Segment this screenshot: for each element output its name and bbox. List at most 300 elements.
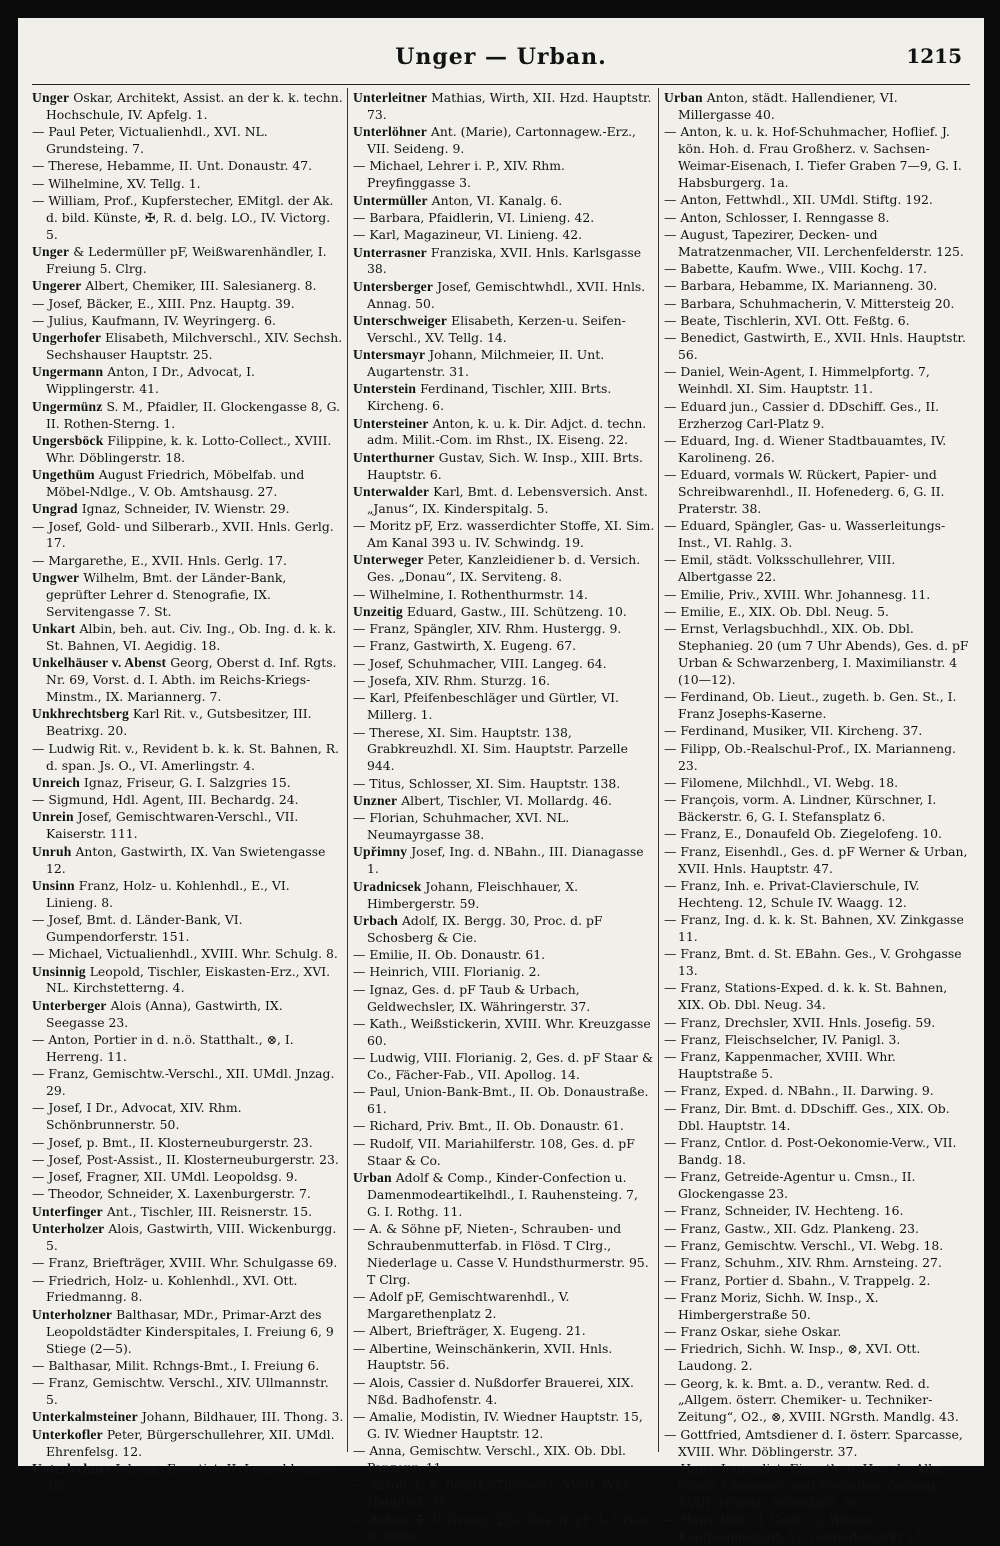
directory-entry (353, 604, 655, 621)
directory-entry (664, 775, 970, 792)
entry-text: — Ludwig, VIII. Florianig. 2, Ges. d. pF Staar & Co., Fächer-Fab., VII. Apollog. 14. (353, 1050, 654, 1082)
entry-text: — Albertine, Weinschänkerin, XVII. Hnls. Hauptstr. 56. (353, 1340, 613, 1373)
directory-entry (353, 193, 655, 210)
entry-text: — Emilie, II. Ob. Donaustr. 61. (353, 947, 546, 963)
directory-entry (32, 296, 344, 313)
directory-entry (32, 1032, 344, 1066)
directory-entry (32, 878, 344, 912)
directory-entry (353, 1170, 655, 1221)
entry-text: Albert, Tischler, VI. Mollardg. 46. (397, 792, 612, 808)
entry-text: Anton, Gastwirth, IX. Van Swietengasse 12. (46, 843, 326, 876)
entry-text: — Ferdinand, Musiker, VII. Kircheng. 37. (664, 723, 923, 739)
entry-surname: Unterholzer (32, 1221, 105, 1237)
entry-text: — Margarethe, E., XVII. Hnls. Gerlg. 17. (32, 552, 287, 568)
directory-entry (353, 124, 655, 158)
directory-entry (353, 484, 655, 518)
entry-text: Ant., Tischler, III. Reisnerstr. 15. (102, 1203, 313, 1219)
directory-entry (353, 1118, 655, 1135)
entry-text: August Friedrich, Möbelfab. und Möbel-Ndlge., V. Ob. Amtshausg. 27. (46, 467, 305, 499)
directory-entry (664, 518, 970, 552)
entry-text: — Titus, Schlosser, XI. Sim. Hauptstr. 138. (353, 775, 621, 791)
entry-text: Anton, städt. Hallendiener, VI. Millergasse 40. (678, 90, 898, 122)
entry-text: — Franz, Getreide-Agentur u. Cmsn., II. Glockengasse 23. (664, 1169, 916, 1202)
directory-entry (664, 192, 970, 209)
entry-surname: Ungersböck (32, 432, 104, 448)
entry-text: — Georg, k. k. Bmt. a. D., verantw. Red. d. „Allgem. österr. Chemiker- u. Techniker-Zeitung“, O2., ⊗, XVIII. NGrsth. Mandlg. 43. (664, 1375, 959, 1425)
entry-surname: Unsinnig (32, 963, 86, 979)
entry-text: — Franz, Gemischtw. Verschl., XIV. Ullmannstr. 5. (32, 1375, 329, 1408)
entry-surname: Urban (664, 90, 703, 105)
entry-text: Balthasar, MDr., Primar-Arzt des Leopoldstädter Kinderspitales, I. Freiung 6, 9 Stiege (2—5). (46, 1306, 334, 1356)
directory-entry (664, 278, 970, 295)
directory-entry (664, 741, 970, 775)
entry-text: — Franz Moriz, Sichh. W. Insp., X. Himbergerstraße 50. (664, 1289, 879, 1322)
directory-entry (664, 1461, 970, 1512)
entry-text: — Eduard, Spängler, Gas- u. Wasserleitungs-Inst., VI. Rahlg. 3. (664, 518, 946, 551)
directory-entry (353, 947, 655, 964)
entry-text: Johann, Econtist, II. Leopoldsgasse 26. (46, 1460, 337, 1493)
entry-text: Johann, Bildhauer, III. Thong. 3. (137, 1409, 344, 1425)
entry-text: Franz, Holz- u. Kohlenhdl., E., VI. Linieng. 8. (46, 877, 290, 910)
directory-entry (353, 982, 655, 1016)
entry-surname: Unsinn (32, 877, 75, 893)
directory-entry (353, 1050, 655, 1084)
entry-surname: Untersmayr (353, 347, 426, 363)
directory-entry (664, 878, 970, 912)
directory-entry (353, 245, 655, 279)
directory-entry (32, 278, 344, 295)
directory-entry (32, 90, 344, 124)
directory-entry (664, 210, 970, 227)
running-title: Unger — Urban. (395, 44, 607, 70)
entry-surname: Unterlöhner (353, 124, 427, 140)
entry-text: Filippine, k. k. Lotto-Collect., XVIII. Whr. Döblingerstr. 18. (46, 432, 332, 465)
directory-entry (664, 1341, 970, 1375)
directory-entry (32, 1409, 344, 1426)
directory-entry (32, 519, 344, 553)
entry-text: — Franz, Bmt. d. St. EBahn. Ges., V. Grohgasse 13. (664, 946, 962, 979)
entry-text: — Ignaz, Ges. d. pF Taub & Urbach, Geldwechsler, IX. Währingerstr. 37. (353, 981, 591, 1014)
entry-text: Leopold, Tischler, Eiskasten-Erz., XVI. NL. Kirchstetterng. 4. (46, 963, 331, 996)
entry-text: — Franz, Cntlor. d. Post-Oekonomie-Verw., VII. Bandg. 18. (664, 1134, 957, 1167)
entry-surname: Unzner (353, 792, 398, 808)
column-divider (347, 88, 348, 1452)
entry-text: — Filomene, Milchhdl., VI. Webg. 18. (664, 774, 899, 790)
directory-entry (32, 364, 344, 398)
directory-entry (664, 1376, 970, 1427)
entry-text: — Franz, E., Donaufeld Ob. Ziegelofeng. 10. (664, 826, 942, 842)
entry-text: — A. & Söhne pF, Nieten-, Schrauben- und Schraubenmutterfab. in Flösd. T Clrg., Niederlage u. Casse V. Hundsthurmerstr. 95. T Clrg. (353, 1221, 649, 1287)
entry-text: — Hans, Bmt. d. Grem. d. Wiener Kaufmannschaft, VI. Getreidemarkt 15. (664, 1511, 927, 1544)
entry-text: Anton, k. u. k. Dir. Adjct. d. techn. adm. Milit.-Com. im Rhst., IX. Eiseng. 22. (367, 415, 647, 448)
entry-text: — Josef, Bmt. d. Länder-Bank, VI. Gumpendorferstr. 151. (32, 912, 243, 944)
entry-text: — Alois, Cassier d. Nußdorfer Brauerei, XIX. Nßd. Badhofenstr. 4. (353, 1374, 634, 1407)
entry-surname: Unterkalmsteiner (32, 1409, 138, 1425)
entry-text: Mathias, Wirth, XII. Hzd. Hauptstr. 73. (367, 90, 652, 122)
directory-entry (32, 553, 344, 570)
directory-entry (664, 1238, 970, 1255)
entry-text: — Michael, Lehrer i. P., XIV. Rhm. Preyfinggasse 3. (353, 158, 565, 191)
entry-text: — Emilie, E., XIX. Ob. Dbl. Neug. 5. (664, 603, 889, 619)
entry-text: Elisabeth, Kerzen-u. Seifen-Verschl., XV. Tellg. 14. (367, 312, 626, 345)
entry-text: Elisabeth, Milchverschl., XIV. Sechsh. Sechshauser Hauptstr. 25. (46, 330, 343, 363)
entry-text: — Franz, Briefträger, XVIII. Whr. Schulgasse 69. (32, 1255, 338, 1271)
entry-text: — Barbara, Pfaidlerin, VI. Linieng. 42. (353, 209, 595, 225)
entry-text: Ignaz, Schneider, IV. Wienstr. 29. (77, 501, 290, 517)
directory-entry (664, 433, 970, 467)
directory-entry (32, 706, 344, 740)
entry-text: — Franz, Gemischtw. Verschl., VI. Webg. 18. (664, 1237, 944, 1253)
directory-entry (664, 1032, 970, 1049)
directory-entry (664, 792, 970, 826)
directory-entry (664, 1255, 970, 1272)
directory-entry (353, 1323, 655, 1340)
entry-text: — Anton, ✠, V. Griesg. 23a, Ges. d. pF A. Urban & Söhne. (353, 1511, 653, 1544)
directory-entry (32, 1427, 344, 1461)
entry-text: — Franz, Kappenmacher, XVIII. Whr. Hauptstraße 5. (664, 1049, 896, 1082)
entry-text: — Friedrich, Holz- u. Kohlenhdl., XVI. Ott. Friedmanng. 8. (32, 1272, 298, 1305)
entry-surname: Unterholzner (32, 1306, 113, 1322)
entry-text: — Eduard, vormals W. Rückert, Papier- und Schreibwarenhdl., II. Hofenederg. 6, G. II. Praterstr. 38. (664, 467, 945, 516)
entry-text: — Theodor, Schneider, X. Laxenburgerstr. 7. (32, 1186, 311, 1202)
entry-text: — Kath., Weißstickerin, XVIII. Whr. Kreuzgasse 60. (353, 1015, 651, 1048)
entry-text: — Josef, Bäcker, E., XIII. Pnz. Hauptg. 39. (32, 295, 295, 311)
entry-text: — Anton, Portier in d. n.ö. Statthalt., ⊗, I. Herreng. 11. (32, 1031, 294, 1064)
directory-entry (32, 1273, 344, 1307)
directory-entry (32, 1358, 344, 1375)
directory-entry (664, 1135, 970, 1169)
directory-entry (32, 467, 344, 501)
entry-text: — Julius, Kaufmann, IV. Weyringerg. 6. (32, 312, 276, 328)
entry-text: S. M., Pfaidler, II. Glockengasse 8, G. II. Rothen-Sterng. 1. (46, 398, 341, 431)
directory-entry (664, 1290, 970, 1324)
entry-text: Johann, Milchmeier, II. Unt. Augartenstr. 31. (367, 347, 605, 380)
entry-text: Alois, Gastwirth, VIII. Wickenburgg. 5. (46, 1221, 337, 1253)
directory-entry (32, 1186, 344, 1203)
directory-entry (32, 621, 344, 655)
directory-entry (664, 1049, 970, 1083)
directory-entry (664, 1512, 970, 1546)
entry-text: — Anton, k. u. k. Hof-Schuhmacher, Hoflief. J. kön. Hoh. d. Frau Großherz. v. Sachsen-Weimar-Eisenach, I. Tiefer Graben 7—9, G. I. Habsburgerg. 1a. (664, 124, 962, 190)
entry-surname: Ungermünz (32, 398, 103, 414)
directory-entry (664, 1221, 970, 1238)
entry-text: — Franz, Eisenhdl., Ges. d. pF Werner & Urban, XVII. Hnls. Hauptstr. 47. (664, 843, 968, 876)
directory-entry (32, 998, 344, 1032)
column-divider (658, 88, 659, 1452)
directory-entry (664, 1169, 970, 1203)
entry-text: — Emilie, Priv., XVIII. Whr. Johannesg. 11. (664, 586, 931, 602)
entry-surname: Unterwalder (353, 483, 430, 499)
entry-surname: Urban (353, 1169, 392, 1185)
entry-surname: Unreich (32, 774, 80, 790)
directory-entry (32, 313, 344, 330)
entry-text: — Franz, Exped. d. NBahn., II. Darwing. 9. (664, 1083, 934, 1099)
directory-entry (353, 279, 655, 313)
entry-text: — Adolf pF, Gemischtwarenhdl., V. Margarethenplatz 2. (353, 1289, 570, 1321)
directory-entry (32, 501, 344, 518)
entry-text: — Josef, Schuhmacher, VIII. Langeg. 64. (353, 655, 607, 671)
directory-entry (353, 381, 655, 415)
directory-entry (32, 809, 344, 843)
entry-text: — François, vorm. A. Lindner, Kürschner, I. Bäckerstr. 6, G. I. Stefansplatz 6. (664, 792, 937, 825)
directory-entry (32, 433, 344, 467)
directory-entry (353, 656, 655, 673)
entry-text: Johann, Fleischhauer, X. Himbergerstr. 59. (367, 878, 579, 911)
directory-entry (353, 638, 655, 655)
entry-text: — Paul Peter, Victualienhdl., XVI. NL. Grundsteing. 7. (32, 124, 268, 157)
directory-entry (353, 913, 655, 947)
entry-text: — Richard, Priv. Bmt., II. Ob. Donaustr. 61. (353, 1118, 624, 1134)
entry-text: — Josef, Fragner, XII. UMdl. Leopoldsg. 9. (32, 1169, 298, 1185)
entry-text: — Moritz pF, Erz. wasserdichter Stoffe, XI. Sim. Am Kanal 393 u. IV. Schwindg. 19. (353, 518, 655, 551)
entry-text: — Franz, Portier d. Sbahn., V. Trappelg. 2. (664, 1272, 931, 1288)
directory-entry (353, 1341, 655, 1375)
directory-entry (353, 450, 655, 484)
directory-entry (32, 946, 344, 963)
directory-entry (664, 90, 970, 124)
entry-text: — Josef, Gold- und Silberarb., XVII. Hnls. Gerlg. 17. (32, 518, 334, 551)
directory-entry (353, 1409, 655, 1443)
directory-entry (353, 227, 655, 244)
directory-entry (664, 604, 970, 621)
directory-entry (353, 1016, 655, 1050)
directory-entry (32, 176, 344, 193)
directory-entry (353, 776, 655, 793)
entry-surname: Unger (32, 244, 70, 260)
entry-text: Adolf & Comp., Kinder-Confection u. Damenmodeartikelhdl., I. Rauhensteing. 7, G. I. Rothg. 11. (367, 1169, 638, 1219)
directory-entry (32, 399, 344, 433)
directory-entry (353, 844, 655, 878)
directory-entry (664, 124, 970, 192)
entry-text: — Filipp, Ob.-Realschul-Prof., IX. Marianneng. 23. (664, 740, 956, 773)
entry-text: Gustav, Sich. W. Insp., XIII. Brts. Hauptstr. 6. (367, 449, 643, 482)
entry-text: — Friedrich, Sichh. W. Insp., ⊗, XVI. Ott. Laudong. 2. (664, 1341, 921, 1374)
entry-text: — Franz, Spängler, XIV. Rhm. Hustergg. 9. (353, 621, 622, 637)
directory-entry (353, 587, 655, 604)
entry-text: — Therese, XI. Sim. Hauptstr. 138, Grabkreuzhdl. XI. Sim. Hauptstr. Parzelle 944. (353, 724, 628, 774)
entry-text: Adolf, IX. Bergg. 30, Proc. d. pF Schosberg & Cie. (367, 912, 603, 945)
entry-text: — Franz, Inh. e. Privat-Clavierschule, IV. Hechteng. 12, Schule IV. Waagg. 12. (664, 877, 920, 910)
directory-entry (32, 1221, 344, 1255)
entry-text: Josef, Gemischtwhdl., XVII. Hnls. Annag. 50. (367, 278, 646, 311)
directory-entry (353, 1512, 655, 1546)
entry-text: — Franz, Gastw., XII. Gdz. Plankeng. 23. (664, 1220, 919, 1236)
directory-entry (353, 1084, 655, 1118)
entry-text: — Gottfried, Amtsdiener d. I. österr. Sparcasse, XVIII. Whr. Döblingerstr. 37. (664, 1426, 963, 1459)
entry-surname: Unkelhäuser v. Abenst (32, 655, 167, 671)
entry-text: — Franz, Stations-Exped. d. k. k. St. Bahnen, XIX. Ob. Dbl. Neug. 34. (664, 980, 948, 1013)
entry-text: — Anton, k. k. Bezirks-Thierarzt, XVIII. Whr. Hauptstr. 37. (353, 1477, 632, 1510)
entry-surname: Unkart (32, 621, 76, 637)
entry-text: Karl, Bmt. d. Lebensversich. Anst. „Janus“, IX. Kinderspitalg. 5. (367, 483, 648, 516)
entry-text: — Franz, Gastwirth, X. Eugeng. 67. (353, 638, 577, 654)
directory-entry (32, 330, 344, 364)
entry-surname: Uradnicsek (353, 878, 422, 894)
entry-surname: Ungermann (32, 364, 104, 380)
entry-text: — Sigmund, Hdl. Agent, III. Bechardg. 24. (32, 792, 299, 808)
directory-entry (353, 810, 655, 844)
directory-entry (32, 124, 344, 158)
directory-entry (353, 621, 655, 638)
entry-text: — Eduard, Ing. d. Wiener Stadtbauamtes, IV. Karolineng. 26. (664, 432, 947, 465)
entry-text: — Heinrich, VIII. Florianig. 2. (353, 964, 541, 980)
directory-entry (32, 775, 344, 792)
directory-entry (32, 1169, 344, 1186)
directory-entry (32, 1307, 344, 1358)
entry-surname: Upřimny (353, 844, 408, 860)
entry-surname: Unkhrechtsberg (32, 706, 129, 722)
directory-entry (664, 723, 970, 740)
entry-text: — Josef, p. Bmt., II. Klosterneuburgerstr. 23. (32, 1134, 313, 1150)
entry-text: — Ludwig Rit. v., Revident b. k. k. St. Bahnen, R. d. span. Js. O., VI. Amerlingstr. 4. (32, 740, 340, 773)
directory-entry (664, 1324, 970, 1341)
entry-text: — Emil, städt. Volksschullehrer, VIII. Albertgasse 22. (664, 552, 896, 585)
entry-surname: Untermüller (353, 192, 428, 208)
directory-entry (664, 552, 970, 586)
directory-entry (32, 570, 344, 621)
directory-entry (353, 90, 655, 124)
directory-entry (32, 1375, 344, 1409)
directory-entry (32, 1100, 344, 1134)
entry-text: — Florian, Schuhmacher, XVI. NL. Neumayrgasse 38. (353, 810, 570, 843)
directory-entry (353, 1221, 655, 1289)
column-2 (353, 90, 655, 1544)
directory-entry (353, 793, 655, 810)
directory-entry (353, 673, 655, 690)
entry-text: Georg, Oberst d. Inf. Rgts. Nr. 69, Vorst. d. I. Abth. im Reichs-Kriegs-Minstm., IX. Mariannerg. 7. (46, 655, 337, 705)
entry-surname: Unterlechner (32, 1460, 112, 1476)
entry-surname: Unterstein (353, 381, 417, 397)
directory-entry (32, 244, 344, 278)
entry-text: — Franz Oskar, siehe Oskar. (664, 1324, 842, 1340)
column-1 (32, 90, 344, 1493)
directory-entry (353, 725, 655, 776)
directory-entry (32, 741, 344, 775)
directory-entry (32, 655, 344, 706)
entry-text: — Franz, Dir. Bmt. d. DDschiff. Ges., XIX. Ob. Dbl. Hauptstr. 14. (664, 1100, 950, 1133)
entry-text: Peter, Kanzleidiener b. d. Versich. Ges. „Donau“, IX. Serviteng. 8. (367, 552, 641, 585)
entry-text: — Daniel, Wein-Agent, I. Himmelpfortg. 7, Weinhdl. XI. Sim. Hauptstr. 11. (664, 364, 930, 397)
directory-entry (32, 1135, 344, 1152)
directory-entry (664, 1273, 970, 1290)
directory-entry (32, 1066, 344, 1100)
entry-text: — Franz, Schuhm., XIV. Rhm. Arnsteing. 27. (664, 1255, 942, 1271)
entry-text: — Beate, Tischlerin, XVI. Ott. Feßtg. 6. (664, 312, 910, 328)
entry-surname: Unterkofler (32, 1426, 103, 1442)
directory-entry (664, 980, 970, 1014)
entry-text: Anton, VI. Kanalg. 6. (427, 192, 563, 208)
entry-text: Ant. (Marie), Cartonnagew.-Erz., VII. Seideng. 9. (367, 124, 636, 157)
entry-text: — August, Tapezirer, Decken- und Matratzenmacher, VII. Lerchenfelderstr. 125. (664, 226, 964, 259)
directory-entry (664, 1101, 970, 1135)
directory-entry (664, 1203, 970, 1220)
directory-entry (353, 879, 655, 913)
directory-entry (664, 467, 970, 518)
directory-entry (664, 399, 970, 433)
directory-entry (664, 296, 970, 313)
directory-entry (353, 1443, 655, 1477)
directory-entry (353, 1289, 655, 1323)
entry-text: — Balthasar, Milit. Rchngs-Bmt., I. Freiung 6. (32, 1357, 320, 1373)
directory-entry (353, 552, 655, 586)
entry-surname: Ungwer (32, 570, 80, 586)
directory-entry (664, 1427, 970, 1461)
directory-entry (353, 1477, 655, 1511)
directory-page (18, 18, 984, 1544)
entry-text: — Franz, Fleischselcher, IV. Panigl. 3. (664, 1031, 901, 1047)
directory-entry (32, 912, 344, 946)
directory-entry (664, 912, 970, 946)
entry-surname: Unterschweiger (353, 312, 448, 328)
entry-text: — Benedict, Gastwirth, E., XVII. Hnls. Hauptstr. 56. (664, 330, 966, 363)
entry-text: — Barbara, Hebamme, IX. Marianneng. 30. (664, 278, 938, 294)
directory-entry (353, 1136, 655, 1170)
entry-text: — Michael, Victualienhdl., XVIII. Whr. Schulg. 8. (32, 946, 338, 962)
entry-text: — Franz, Schneider, IV. Hechteng. 16. (664, 1203, 904, 1219)
entry-surname: Unterweger (353, 552, 424, 568)
entry-text: — Wilhelmine, XV. Tellg. 1. (32, 175, 201, 191)
entry-text: Wilhelm, Bmt. der Länder-Bank, geprüfter Lehrer d. Stenografie, IX. Servitengasse 7. St. (46, 570, 287, 619)
entry-text: — Josef, I Dr., Advocat, XIV. Rhm. Schönbrunnerstr. 50. (32, 1100, 242, 1133)
header-rule (32, 84, 970, 85)
directory-entry (664, 364, 970, 398)
entry-surname: Unzeitig (353, 603, 403, 619)
entry-text: Alois (Anna), Gastwirth, IX. Seegasse 23. (46, 997, 283, 1030)
directory-entry (664, 844, 970, 878)
entry-text: — William, Prof., Kupferstecher, EMitgl. der Ak. d. bild. Künste, ✠, R. d. belg. LO., IV. Victorg. 5. (32, 193, 334, 242)
entry-text: Peter, Bürgerschullehrer, XII. UMdl. Ehrenfelsg. 12. (46, 1426, 335, 1459)
directory-entry (353, 1375, 655, 1409)
directory-entry (664, 1015, 970, 1032)
directory-entry (664, 621, 970, 689)
directory-entry (664, 261, 970, 278)
entry-surname: Untersberger (353, 278, 434, 294)
entry-text: — Karl, Pfeifenbeschläger und Gürtler, VI. Millerg. 1. (353, 690, 619, 723)
entry-text: — Wilhelmine, I. Rothenthurmstr. 14. (353, 586, 588, 602)
directory-entry (664, 587, 970, 604)
directory-entry (353, 518, 655, 552)
entry-text: Karl Rit. v., Gutsbesitzer, III. Beatrixg. 20. (46, 706, 312, 739)
entry-text: — Ferdinand, Ob. Lieut., zugeth. b. Gen. St., I. Franz Josephs-Kaserne. (664, 689, 957, 722)
directory-entry (664, 330, 970, 364)
entry-surname: Ungethüm (32, 467, 95, 483)
directory-entry (664, 689, 970, 723)
entry-text: Albert, Chemiker, III. Salesianerg. 8. (81, 278, 317, 294)
directory-entry (664, 1083, 970, 1100)
directory-entry (32, 792, 344, 809)
entry-text: Franziska, XVII. Hnls. Karlsgasse 38. (367, 244, 642, 277)
entry-surname: Unterfinger (32, 1203, 103, 1219)
entry-text: Oskar, Architekt, Assist. an der k. k. techn. Hochschule, IV. Apfelg. 1. (46, 90, 343, 122)
entry-text: — Rudolf, VII. Mariahilferstr. 108, Ges. d. pF Staar & Co. (353, 1135, 635, 1168)
directory-entry (353, 313, 655, 347)
page-header (18, 44, 984, 84)
entry-text: — Franz, Ing. d. k. k. St. Bahnen, XV. Zinkgasse 11. (664, 912, 964, 944)
directory-entry (353, 158, 655, 192)
directory-entry (353, 964, 655, 981)
entry-text: — Franz, Drechsler, XVII. Hnls. Josefig. 59. (664, 1014, 936, 1030)
entry-text: — Josef, Post-Assist., II. Klosterneuburgerstr. 23. (32, 1151, 339, 1167)
directory-entry (32, 1152, 344, 1169)
page-number: 1215 (906, 44, 962, 68)
entry-text: — Hans, Journalist, Eigenth. u. Her. d. „Allg. österr. Chemiker- und Techniker-Zeitung“, XVIII. NGrsth. Scheidlstr. 26. (664, 1460, 946, 1510)
entry-text: — Anna, Gemischtw. Verschl., XIX. Ob. Dbl. Panzerg. 11. (353, 1443, 626, 1476)
directory-entry (664, 946, 970, 980)
entry-text: — Franz, Gemischtw.-Verschl., XII. UMdl. Jnzag. 29. (32, 1066, 335, 1099)
entry-text: — Anton, Schlosser, I. Renngasse 8. (664, 209, 890, 225)
directory-entry (32, 1461, 344, 1495)
directory-entry (32, 844, 344, 878)
